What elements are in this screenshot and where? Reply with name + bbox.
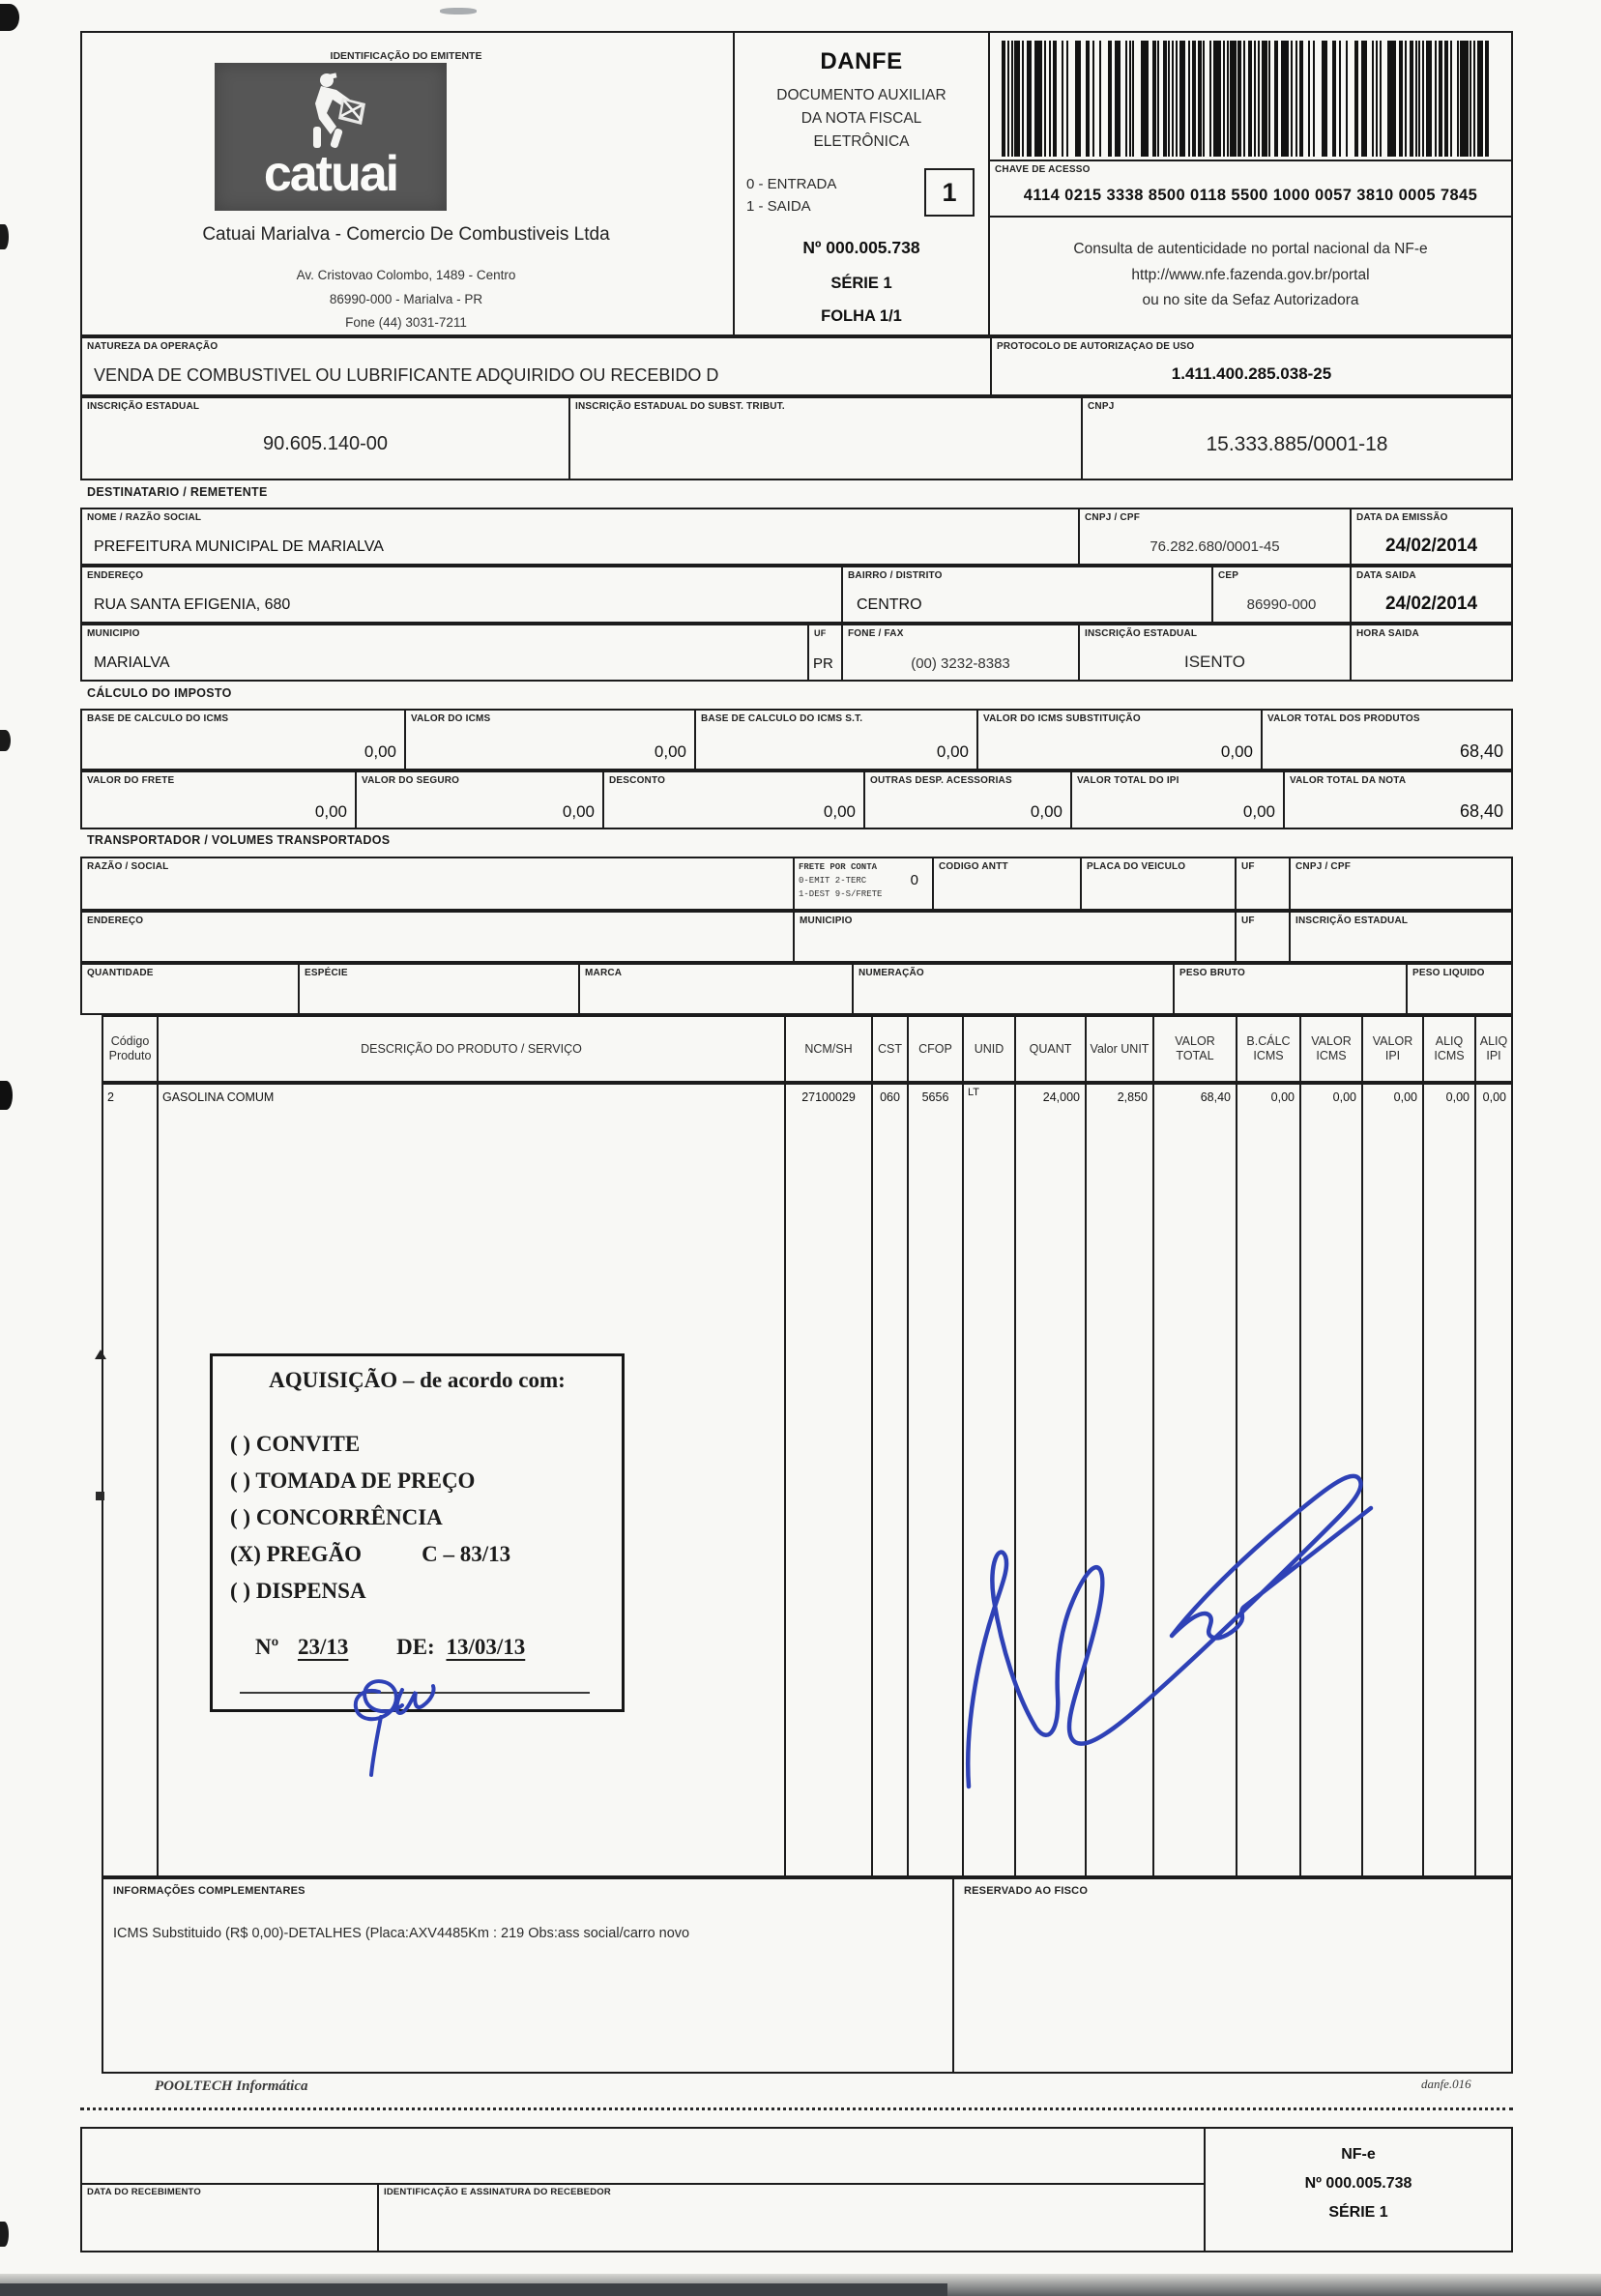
frete-value: 0,00	[314, 802, 347, 821]
dest-fone-value: (00) 3232-8383	[911, 655, 1010, 672]
transp-ie-label: INSCRIÇÃO ESTADUAL	[1295, 915, 1409, 926]
scan-artifact-top-smudge	[440, 8, 477, 15]
row-cfop: 5656	[921, 1090, 949, 1104]
v-total-prod-label: VALOR TOTAL DOS PRODUTOS	[1267, 713, 1420, 724]
v-icms-st-cell	[978, 711, 1263, 769]
outras-desp-value: 0,00	[1030, 802, 1062, 821]
transp-uf1-label: UF	[1241, 861, 1255, 872]
transp-peso-liquido-label: PESO LIQUIDO	[1412, 968, 1485, 978]
col-aliqicms-header: ALIQ ICMS	[1424, 1017, 1476, 1081]
desconto-cell	[604, 772, 865, 828]
imposto-section-title: CÁLCULO DO IMPOSTO	[87, 686, 232, 700]
dest-municipio-value: MARIALVA	[94, 654, 170, 671]
col-vunit-header: Valor UNIT	[1087, 1017, 1154, 1081]
info-complementares-cell	[103, 1879, 954, 2072]
transp-numeracao-cell	[854, 965, 1175, 1013]
v-nota-cell	[1285, 772, 1511, 828]
frete-conta-value: 0	[910, 872, 918, 888]
dest-ie-label: INSCRIÇÃO ESTADUAL	[1085, 628, 1198, 639]
row-vipi: 0,00	[1393, 1090, 1417, 1104]
row-cst-cell	[873, 1085, 909, 1875]
col-vipi-header: VALOR IPI	[1363, 1017, 1424, 1081]
dest-cep-value: 86990-000	[1246, 596, 1317, 613]
dest-endereco-label: ENDEREÇO	[87, 570, 144, 581]
v-icms-label: VALOR DO ICMS	[411, 713, 491, 724]
transp-quantidade-label: QUANTIDADE	[87, 968, 154, 978]
stub-identificacao-cell	[379, 2185, 1204, 2251]
natureza-value: VENDA DE COMBUSTIVEL OU LUBRIFICANTE ADQUIRIDO OU RECEBIDO D	[94, 365, 719, 385]
transportador-row-1	[80, 857, 1513, 911]
col-aliqipi-header: ALIQ IPI	[1479, 1034, 1508, 1062]
stub-data-recebimento-label: DATA DO RECEBIMENTO	[87, 2187, 201, 2197]
desconto-value: 0,00	[823, 802, 856, 821]
dest-endereco-value: RUA SANTA EFIGENIA, 680	[94, 596, 291, 613]
stamp-option-concorrencia: ( ) CONCORRÊNCIA	[230, 1505, 443, 1529]
bc-icms-cell	[82, 711, 406, 769]
danfe-subtitle-3: ELETRÔNICA	[813, 133, 910, 150]
ie-cell	[82, 398, 570, 479]
bc-icms-label: BASE DE CALCULO DO ICMS	[87, 713, 229, 724]
stub-nfe-serie: SÉRIE 1	[1328, 2204, 1388, 2221]
transp-numeracao-label: NUMERAÇÃO	[859, 968, 924, 978]
stamp-option-pregao-line	[230, 1536, 612, 1573]
dest-hora-saida-cell	[1352, 625, 1511, 680]
chave-strip	[990, 160, 1511, 218]
transp-marca-label: MARCA	[585, 968, 623, 978]
stamp-option-dispensa: ( ) DISPENSA	[230, 1579, 366, 1603]
dest-uf-value: PR	[813, 655, 833, 672]
danfe-saida-label: 1 - SAIDA	[746, 198, 811, 215]
cnpj-label: CNPJ	[1088, 401, 1115, 412]
natureza-cell	[82, 338, 992, 394]
outras-desp-label: OUTRAS DESP. ACESSORIAS	[870, 775, 1012, 786]
row-unid: LT	[968, 1087, 980, 1098]
danfe-entrada-label: 0 - ENTRADA	[746, 176, 837, 192]
stamp-numero-label: Nº	[255, 1635, 279, 1659]
v-icms-value: 0,00	[654, 742, 686, 761]
barcode	[1002, 41, 1499, 157]
col-vtotal-header: VALOR TOTAL	[1154, 1017, 1237, 1081]
dest-cep-label: CEP	[1218, 570, 1239, 581]
destinatario-section-title: DESTINATARIO / REMETENTE	[87, 485, 268, 499]
danfe-tipo-value: 1	[942, 177, 957, 207]
consulta-line-1: Consulta de autenticidade no portal nacional da NF-e	[1073, 241, 1428, 257]
transportador-row-2	[80, 911, 1513, 963]
bc-icms-value: 0,00	[364, 742, 396, 761]
info-value: ICMS Substituido (R$ 0,00)-DETALHES (Placa:AXV4485Km : 219 Obs:ass social/carro novo	[113, 1926, 690, 1941]
dest-nome-value: PREFEITURA MUNICIPAL DE MARIALVA	[94, 538, 384, 555]
footer-danfe-ref: danfe.016	[1421, 2077, 1471, 2091]
frete-conta-line-2: 1-DEST 9-S/FRETE	[799, 889, 883, 899]
reservado-fisco-cell	[954, 1879, 1511, 2072]
dest-ie-cell	[1080, 625, 1352, 680]
dest-nome-cell	[82, 509, 1080, 564]
danfe-numero: Nº 000.005.738	[802, 238, 920, 257]
v-ipi-value: 0,00	[1242, 802, 1275, 821]
transp-razao-cell	[82, 858, 795, 909]
transp-peso-bruto-cell	[1175, 965, 1408, 1013]
stamp-option-convite: ( ) CONVITE	[230, 1432, 361, 1456]
row-descricao: GASOLINA COMUM	[162, 1090, 275, 1104]
destinatario-municipio-row	[80, 624, 1513, 682]
row-vicms: 0,00	[1332, 1090, 1356, 1104]
stub-bottom-row	[82, 2185, 1204, 2251]
row-aliqipi-cell	[1476, 1085, 1511, 1875]
transp-especie-cell	[300, 965, 580, 1013]
transp-peso-liquido-cell	[1408, 965, 1511, 1013]
protocolo-cell	[992, 338, 1511, 394]
dest-data-emissao-cell	[1352, 509, 1511, 564]
col-codigo-header: Código Produto	[103, 1017, 159, 1081]
dest-uf-cell	[809, 625, 843, 680]
danfe-cell	[735, 33, 990, 334]
transp-uf1-cell	[1237, 858, 1291, 909]
dest-data-emissao-label: DATA DA EMISSÃO	[1356, 512, 1448, 523]
cnpj-cell	[1083, 398, 1511, 479]
frete-cell	[82, 772, 357, 828]
transp-placa-label: PLACA DO VEICULO	[1087, 861, 1186, 872]
stamp-date-value: 13/03/13	[446, 1635, 526, 1659]
row-vtotal: 68,40	[1200, 1090, 1231, 1104]
dest-bairro-cell	[843, 567, 1213, 622]
stamp-options	[230, 1426, 612, 1610]
col-unid-header: UNID	[964, 1017, 1016, 1081]
row-codigo-cell	[103, 1085, 159, 1875]
stamp-date-label: DE:	[396, 1635, 435, 1659]
inscricoes-row	[80, 396, 1513, 480]
transportador-row-3	[80, 963, 1513, 1015]
stamp-numero-value: 23/13	[297, 1635, 349, 1659]
dest-ie-value: ISENTO	[1184, 653, 1245, 671]
v-total-prod-value: 68,40	[1459, 741, 1503, 761]
scan-artifact-bottom-dark	[0, 2283, 947, 2296]
natureza-label: NATUREZA DA OPERAÇÃO	[87, 341, 218, 352]
row-ncm: 27100029	[801, 1090, 856, 1104]
col-descricao-header: DESCRIÇÃO DO PRODUTO / SERVIÇO	[159, 1017, 786, 1081]
dest-cnpj-value: 76.282.680/0001-45	[1150, 538, 1280, 555]
v-icms-cell	[406, 711, 696, 769]
v-ipi-label: VALOR TOTAL DO IPI	[1077, 775, 1179, 786]
transportador-section-title: TRANSPORTADOR / VOLUMES TRANSPORTADOS	[87, 833, 391, 847]
transp-marca-cell	[580, 965, 854, 1013]
frete-conta-label: FRETE POR CONTA	[799, 862, 878, 872]
transp-uf2-label: UF	[1241, 915, 1255, 926]
dest-bairro-value: CENTRO	[857, 596, 922, 613]
stub-data-recebimento-cell	[82, 2185, 379, 2251]
produtos-header-row	[102, 1015, 1513, 1083]
transp-antt-label: CODIGO ANTT	[939, 861, 1008, 872]
col-vicms-header: VALOR ICMS	[1301, 1017, 1363, 1081]
scan-artifact-left-4	[0, 2222, 9, 2247]
stamp-option-pregao: (X) PREGÃO	[230, 1542, 363, 1566]
seguro-label: VALOR DO SEGURO	[362, 775, 460, 786]
imposto-row-1	[80, 709, 1513, 770]
transp-razao-label: RAZÃO / SOCIAL	[87, 861, 169, 872]
emitente-cell	[82, 33, 735, 334]
seguro-cell	[357, 772, 604, 828]
info-complementares-row	[102, 1877, 1513, 2074]
transp-endereco-cell	[82, 913, 795, 961]
dest-nome-label: NOME / RAZÃO SOCIAL	[87, 512, 202, 523]
seguro-value: 0,00	[562, 802, 595, 821]
emitente-address-1: Av. Cristovao Colombo, 1489 - Centro	[296, 268, 516, 282]
scan-artifact-left-1	[0, 224, 9, 249]
dest-uf-label: UF	[814, 628, 827, 638]
emitente-address-2: 86990-000 - Marialva - PR	[329, 292, 483, 306]
stamp-option-tomada: ( ) TOMADA DE PREÇO	[230, 1468, 476, 1493]
frete-label: VALOR DO FRETE	[87, 775, 175, 786]
transp-quantidade-cell	[82, 965, 300, 1013]
header-row	[80, 31, 1513, 336]
row-ncm-cell	[786, 1085, 873, 1875]
row-bcicms: 0,00	[1270, 1090, 1295, 1104]
dest-bairro-label: BAIRRO / DISTRITO	[848, 570, 943, 581]
col-cfop-header: CFOP	[909, 1017, 964, 1081]
protocolo-label: PROTOCOLO DE AUTORIZAÇAO DE USO	[997, 341, 1195, 352]
stub-nfe-cell	[1206, 2129, 1511, 2251]
chave-value: 4114 0215 3338 8500 0118 5500 1000 0057 3810 0005 7845	[1023, 187, 1478, 204]
cnpj-value: 15.333.885/0001-18	[1206, 433, 1388, 455]
bc-icms-st-value: 0,00	[936, 742, 969, 761]
danfe-folha: FOLHA 1/1	[821, 307, 902, 325]
v-ipi-cell	[1072, 772, 1285, 828]
destinatario-nome-row	[80, 508, 1513, 566]
danfe-serie: SÉRIE 1	[830, 275, 892, 292]
ie-subst-label: INSCRIÇÃO ESTADUAL DO SUBST. TRIBUT.	[575, 401, 785, 412]
row-quant: 24,000	[1042, 1090, 1080, 1104]
fuel-carrier-icon	[294, 71, 371, 152]
col-bcicms-header: B.CÁLC ICMS	[1237, 1017, 1301, 1081]
stamp-title: AQUISIÇÃO – de acordo com:	[269, 1368, 566, 1392]
ie-value: 90.605.140-00	[262, 433, 388, 454]
stamp-signature	[329, 1632, 483, 1787]
recipient-signature	[909, 1402, 1392, 1808]
dest-cnpj-label: CNPJ / CPF	[1085, 512, 1141, 523]
col-quant-header: QUANT	[1016, 1017, 1087, 1081]
emitente-section-label: IDENTIFICAÇÃO DO EMITENTE	[330, 50, 482, 62]
desconto-label: DESCONTO	[609, 775, 666, 786]
stub-identificacao-label: IDENTIFICAÇÃO E ASSINATURA DO RECEBEDOR	[384, 2187, 611, 2197]
fisco-label: RESERVADO AO FISCO	[964, 1885, 1089, 1897]
ie-subst-cell	[570, 398, 1083, 479]
stub-nfe-numero: Nº 000.005.738	[1304, 2175, 1412, 2192]
stub-left-area	[82, 2129, 1206, 2251]
receipt-stub	[80, 2127, 1513, 2252]
consulta-line-2: http://www.nfe.fazenda.gov.br/portal	[1131, 267, 1370, 283]
dest-fone-cell	[843, 625, 1080, 680]
dest-cep-cell	[1213, 567, 1352, 622]
bc-icms-st-cell	[696, 711, 978, 769]
v-total-prod-cell	[1263, 711, 1511, 769]
dest-data-saida-value: 24/02/2014	[1384, 594, 1478, 614]
dest-cnpj-cell	[1080, 509, 1352, 564]
protocolo-value: 1.411.400.285.038-25	[1171, 364, 1332, 383]
row-cst: 060	[880, 1090, 900, 1104]
dest-municipio-label: MUNICIPIO	[87, 628, 140, 639]
emitente-address-3: Fone (44) 3031-7211	[345, 315, 467, 330]
transp-frete-conta-cell	[795, 858, 934, 909]
stub-top-empty	[82, 2129, 1204, 2185]
natureza-row	[80, 336, 1513, 396]
col-cst-header: CST	[873, 1017, 909, 1081]
scan-artifact-top-left	[0, 4, 19, 31]
transp-especie-label: ESPÉCIE	[305, 968, 348, 978]
outras-desp-cell	[865, 772, 1072, 828]
danfe-subtitle-2: DA NOTA FISCAL	[800, 110, 922, 127]
transp-peso-bruto-label: PESO BRUTO	[1179, 968, 1245, 978]
ie-label: INSCRIÇÃO ESTADUAL	[87, 401, 200, 412]
stub-nfe-title: NF-e	[1341, 2146, 1376, 2163]
transp-municipio-cell	[795, 913, 1237, 961]
chave-label: CHAVE DE ACESSO	[995, 164, 1091, 175]
row-aliqipi: 0,00	[1482, 1090, 1506, 1104]
logo-wordmark: catuai	[263, 146, 398, 202]
footer-software-credit: POOLTECH Informática	[155, 2078, 308, 2094]
dest-data-saida-cell	[1352, 567, 1511, 622]
destinatario-endereco-row	[80, 566, 1513, 624]
transp-municipio-label: MUNICIPIO	[800, 915, 853, 926]
col-ncm-header: NCM/SH	[786, 1017, 873, 1081]
v-icms-st-value: 0,00	[1220, 742, 1253, 761]
danfe-tipo-box	[924, 168, 975, 217]
scan-artifact-left-2	[0, 730, 11, 751]
consulta-line-3: ou no site da Sefaz Autorizadora	[1142, 292, 1359, 308]
transp-antt-cell	[934, 858, 1082, 909]
row-vunit: 2,850	[1117, 1090, 1148, 1104]
danfe-subtitle-1: DOCUMENTO AUXILIAR	[776, 87, 946, 103]
transp-endereco-label: ENDEREÇO	[87, 915, 144, 926]
bc-icms-st-label: BASE DE CALCULO DO ICMS S.T.	[701, 713, 863, 724]
transp-cnpj-cell	[1291, 858, 1511, 909]
emitente-name: Catuai Marialva - Comercio De Combustiveis Ltda	[202, 224, 610, 245]
transp-ie-cell	[1291, 913, 1511, 961]
dest-municipio-cell	[82, 625, 809, 680]
v-nota-value: 68,40	[1459, 801, 1503, 821]
v-icms-st-label: VALOR DO ICMS SUBSTITUIÇÃO	[983, 713, 1141, 724]
transp-uf2-cell	[1237, 913, 1291, 961]
scan-artifact-left-3	[0, 1081, 13, 1110]
imposto-row-2	[80, 770, 1513, 829]
dest-hora-saida-label: HORA SAIDA	[1356, 628, 1419, 639]
stamp-mark-2	[96, 1492, 104, 1500]
frete-conta-line-1: 0-EMIT 2-TERC	[799, 876, 867, 886]
row-aliqicms: 0,00	[1445, 1090, 1470, 1104]
acesso-cell	[990, 33, 1511, 334]
perforation-dotted-line	[80, 2107, 1513, 2110]
transp-cnpj-label: CNPJ / CPF	[1295, 861, 1352, 872]
info-label: INFORMAÇÕES COMPLEMENTARES	[113, 1885, 306, 1897]
dest-data-emissao-value: 24/02/2014	[1384, 536, 1478, 556]
row-codigo: 2	[107, 1090, 114, 1104]
stamp-pregao-ref: C – 83/13	[422, 1542, 511, 1566]
transp-placa-cell	[1082, 858, 1237, 909]
dest-endereco-cell	[82, 567, 843, 622]
v-nota-label: VALOR TOTAL DA NOTA	[1290, 775, 1407, 786]
dest-data-saida-label: DATA SAIDA	[1356, 570, 1416, 581]
row-aliqicms-cell	[1424, 1085, 1476, 1875]
dest-fone-label: FONE / FAX	[848, 628, 904, 639]
catuai-logo	[215, 63, 447, 211]
danfe-title: DANFE	[820, 48, 903, 74]
